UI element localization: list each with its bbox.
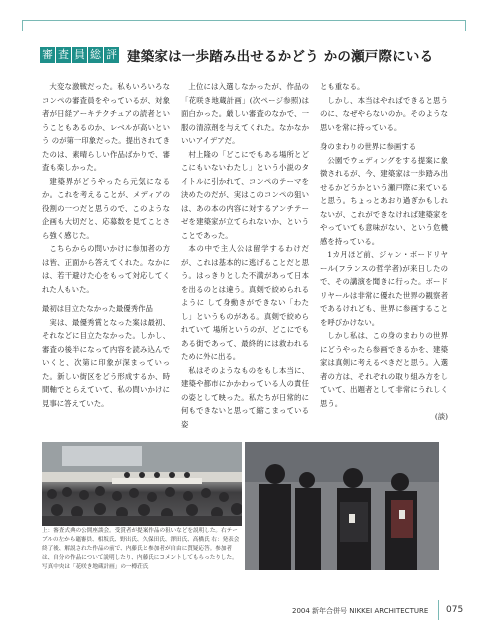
paragraph: 建築界がどうやったら元気になるか。これを考えることが、メディアの役割の一つだと思うので、このような企画も大切だと、応募数を見てことさら強く感じた。 — [42, 176, 170, 240]
page-number: 075 — [446, 605, 464, 615]
paragraph: 1カ月ほど前、ジャン・ボードリヤール(フランスの哲学者)が来日したので、その講演を聞きに行った。ボードリヤールは非常に優れた世界の観察者であるけれども、世界に参画することを呼びかけない。 — [320, 250, 448, 327]
paragraph: しかし、本当はやればできると思うのに、なぜやらないのか。そのような思いを常に持っている。 — [320, 95, 448, 132]
paragraph: 上位には入選しなかったが、作品の「花咲き地蔵計画」(次ページ参照)は面白かった。厳しい審査のなかで、一服の清涼剤を与えてくれた。なかなかいいアイデアだ。 — [181, 82, 309, 145]
paragraph: 公園でウェディングをする提案に象徴されるが、今、建築家は一歩踏み出せるかどうかという瀬戸際に来ていると思う。ちょっとあおり過ぎかもしれないが、これができなければ建築家を やっていても意味がない、という危機感を持っている。 — [320, 155, 448, 246]
subheading: 最初は目立たなかった最優秀作品 — [42, 304, 153, 313]
subheading: 身のまわりの世界に参画する — [320, 142, 417, 151]
article-header — [40, 38, 460, 72]
paragraph: 村上隆の「どこにでもある場所とどこにもいないわたし」という小説のタイトルに引かれて、コンペのテーマを決めたのだが、実はこのコンペの狙いは、あの本の内容に対するアンチテーゼを建築家が立てられないか、ということであった。 — [181, 149, 309, 240]
paragraph: 本の中で主人公は留学するわけだが、これは基本的に逃げることだと思う。はっきりとした不満があって日本を出るのとは違う。真剣で絞められるように して身動きができない「わたし」というものがある。真剣で絞められていて 場所というのが、どこにでもある街であって、最終的には救われるために外に出る。 — [181, 244, 309, 361]
qa-session-photo — [245, 442, 439, 570]
column-2 — [181, 80, 309, 438]
section-tag-char: 査 — [58, 48, 69, 61]
footer-divider — [438, 600, 439, 620]
section-tag-char: 総 — [90, 48, 101, 61]
column-1 — [42, 80, 170, 438]
section-tag-char: 評 — [106, 48, 117, 61]
paragraph: 私はそのようなものをもし本当に、建築や都市にかかわっている人の責任の姿として映った。私たちが日常的に何もできないと思って縮こまっている姿 — [181, 365, 309, 429]
paragraph: 実は、最優秀賞となった案は最初、それなどに目立たなかった。しかし、審査の後半になって内容を読み込んでいくと、次第に印象が深まっていった。新しい街区をどう形成するか、時間軸でとらえていて、私の問いかけに見事に答えていた。 — [42, 317, 170, 408]
section-tag-char: 審 — [42, 48, 53, 61]
qa-session-illustration — [245, 442, 439, 570]
byline-sign: (談) — [434, 412, 448, 421]
paragraph: こちらからの問いかけに参加者の方は皆、正面から答えてくれた。なかには、若干避けた心をもって対応してくれた人もいた。 — [42, 244, 170, 294]
panel-discussion-illustration — [42, 442, 242, 526]
page-frame-rule — [22, 20, 466, 31]
paragraph: しかし私は、この身のまわりの世界にどうやったら参画できるかを、建築家は真剣に考えるべきだと思う。入選者の方は、それぞれの取り組み方をしていて、出題者として非常にうれしく思う。 — [320, 331, 448, 408]
panel-discussion-photo — [42, 442, 242, 526]
issue-footer: 2004 新年合併号 NIKKEI ARCHITECTURE — [292, 607, 429, 615]
body-columns — [42, 80, 448, 438]
photo-caption: 上：審査式典の公開座談会。受賞者が提案作品の狙いなどを説明した。右テーブルの左から竈審員、相坂氏、野出氏、久保田氏、澤田氏、高橋氏 右：発表会終了後、解説された作品の前で、内藤氏と参加者が自由に質疑応答。参加者は、自分の作品について説明したり、内藤氏にコメントしてもらったりした。写真中央は「花咲き地蔵計画」の一樽荘氏 — [42, 528, 240, 570]
article-headline: 建築家は一歩踏み出せるかどう かの瀬戸際にいる — [127, 49, 434, 65]
paragraph: 大変な激戦だった。私もいろいろなコンペの審査員をやっているが、対象者が日経アーキテクチュアの読者ということもあるのか、レベルが高いという のが第一印象だった。提出されてきたのは、素晴らしい作品ばかりで、審査も楽しかった。 — [42, 82, 170, 172]
column-3 — [320, 80, 448, 438]
section-tag-char: 員 — [74, 48, 85, 61]
paragraph: とも重なる。 — [320, 82, 365, 91]
section-tag — [40, 47, 119, 63]
